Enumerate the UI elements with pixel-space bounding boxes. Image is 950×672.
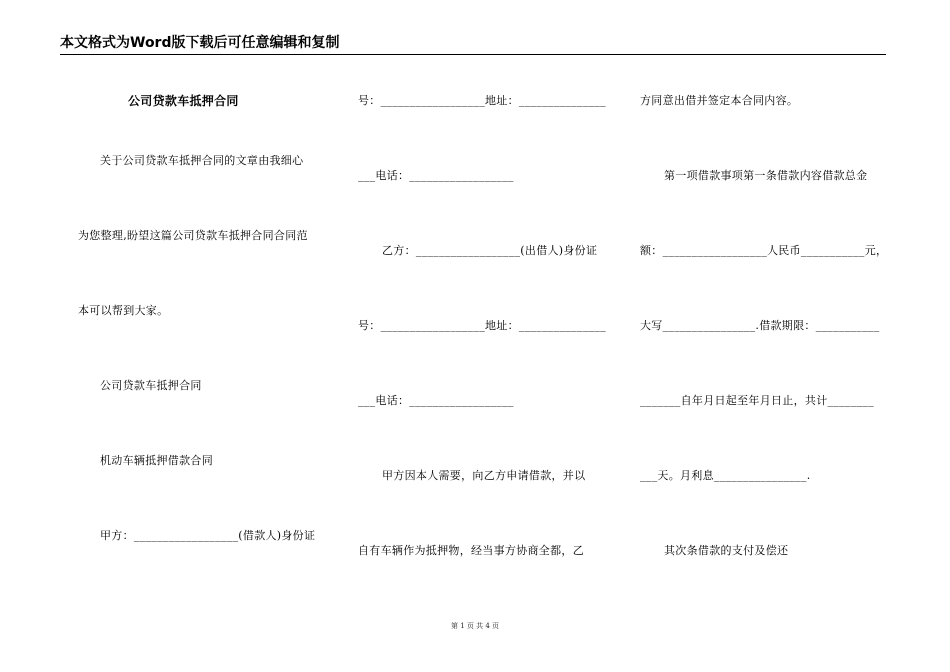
text-line: 号：__________________地址：_______________: [358, 319, 606, 332]
text-line: 乙方：__________________(出借人)身份证: [382, 244, 598, 257]
text-line: ___电话：__________________: [358, 169, 514, 182]
text-line: 额：__________________人民币___________元，: [640, 244, 888, 257]
text-line: _______自年月日起至年月日止，共计________: [640, 394, 874, 407]
document-title: 公司贷款车抵押合同: [128, 94, 239, 108]
text-line: 甲方因本人需要，向乙方申请借款，并以: [382, 469, 586, 482]
text-line: 关于公司贷款车抵押合同的文章由我细心: [100, 154, 304, 167]
section-heading: 其次条借款的支付及偿还: [664, 544, 789, 557]
text-line: 甲方：__________________(借款人)身份证: [100, 529, 316, 542]
text-line: ___天。月利息________________.: [640, 469, 811, 482]
text-line: 号：__________________地址：_______________: [358, 94, 606, 107]
text-column-2: [358, 0, 608, 672]
text-line: 第一项借款事项第一条借款内容借款总金: [664, 169, 868, 182]
text-line: 方同意出借并签定本合同内容。: [640, 94, 799, 107]
text-column-3: [640, 0, 890, 672]
text-line: 自有车辆作为抵押物，经当事方协商全都，乙: [358, 544, 584, 557]
section-heading: 公司贷款车抵押合同: [100, 379, 202, 392]
text-line: 大写________________.借款期限：___________: [640, 319, 880, 332]
text-line: ___电话：__________________: [358, 394, 514, 407]
header-text: 本文格式为Word版下载后可任意编辑和复制: [60, 35, 340, 51]
page-footer: 第 1 页 共 4 页: [450, 622, 500, 630]
text-line: 为您整理,盼望这篇公司贷款车抵押合同合同范: [78, 229, 308, 242]
section-heading: 机动车辆抵押借款合同: [100, 454, 213, 467]
text-line: 本可以帮到大家。: [78, 304, 169, 317]
text-column-1: [78, 0, 328, 672]
